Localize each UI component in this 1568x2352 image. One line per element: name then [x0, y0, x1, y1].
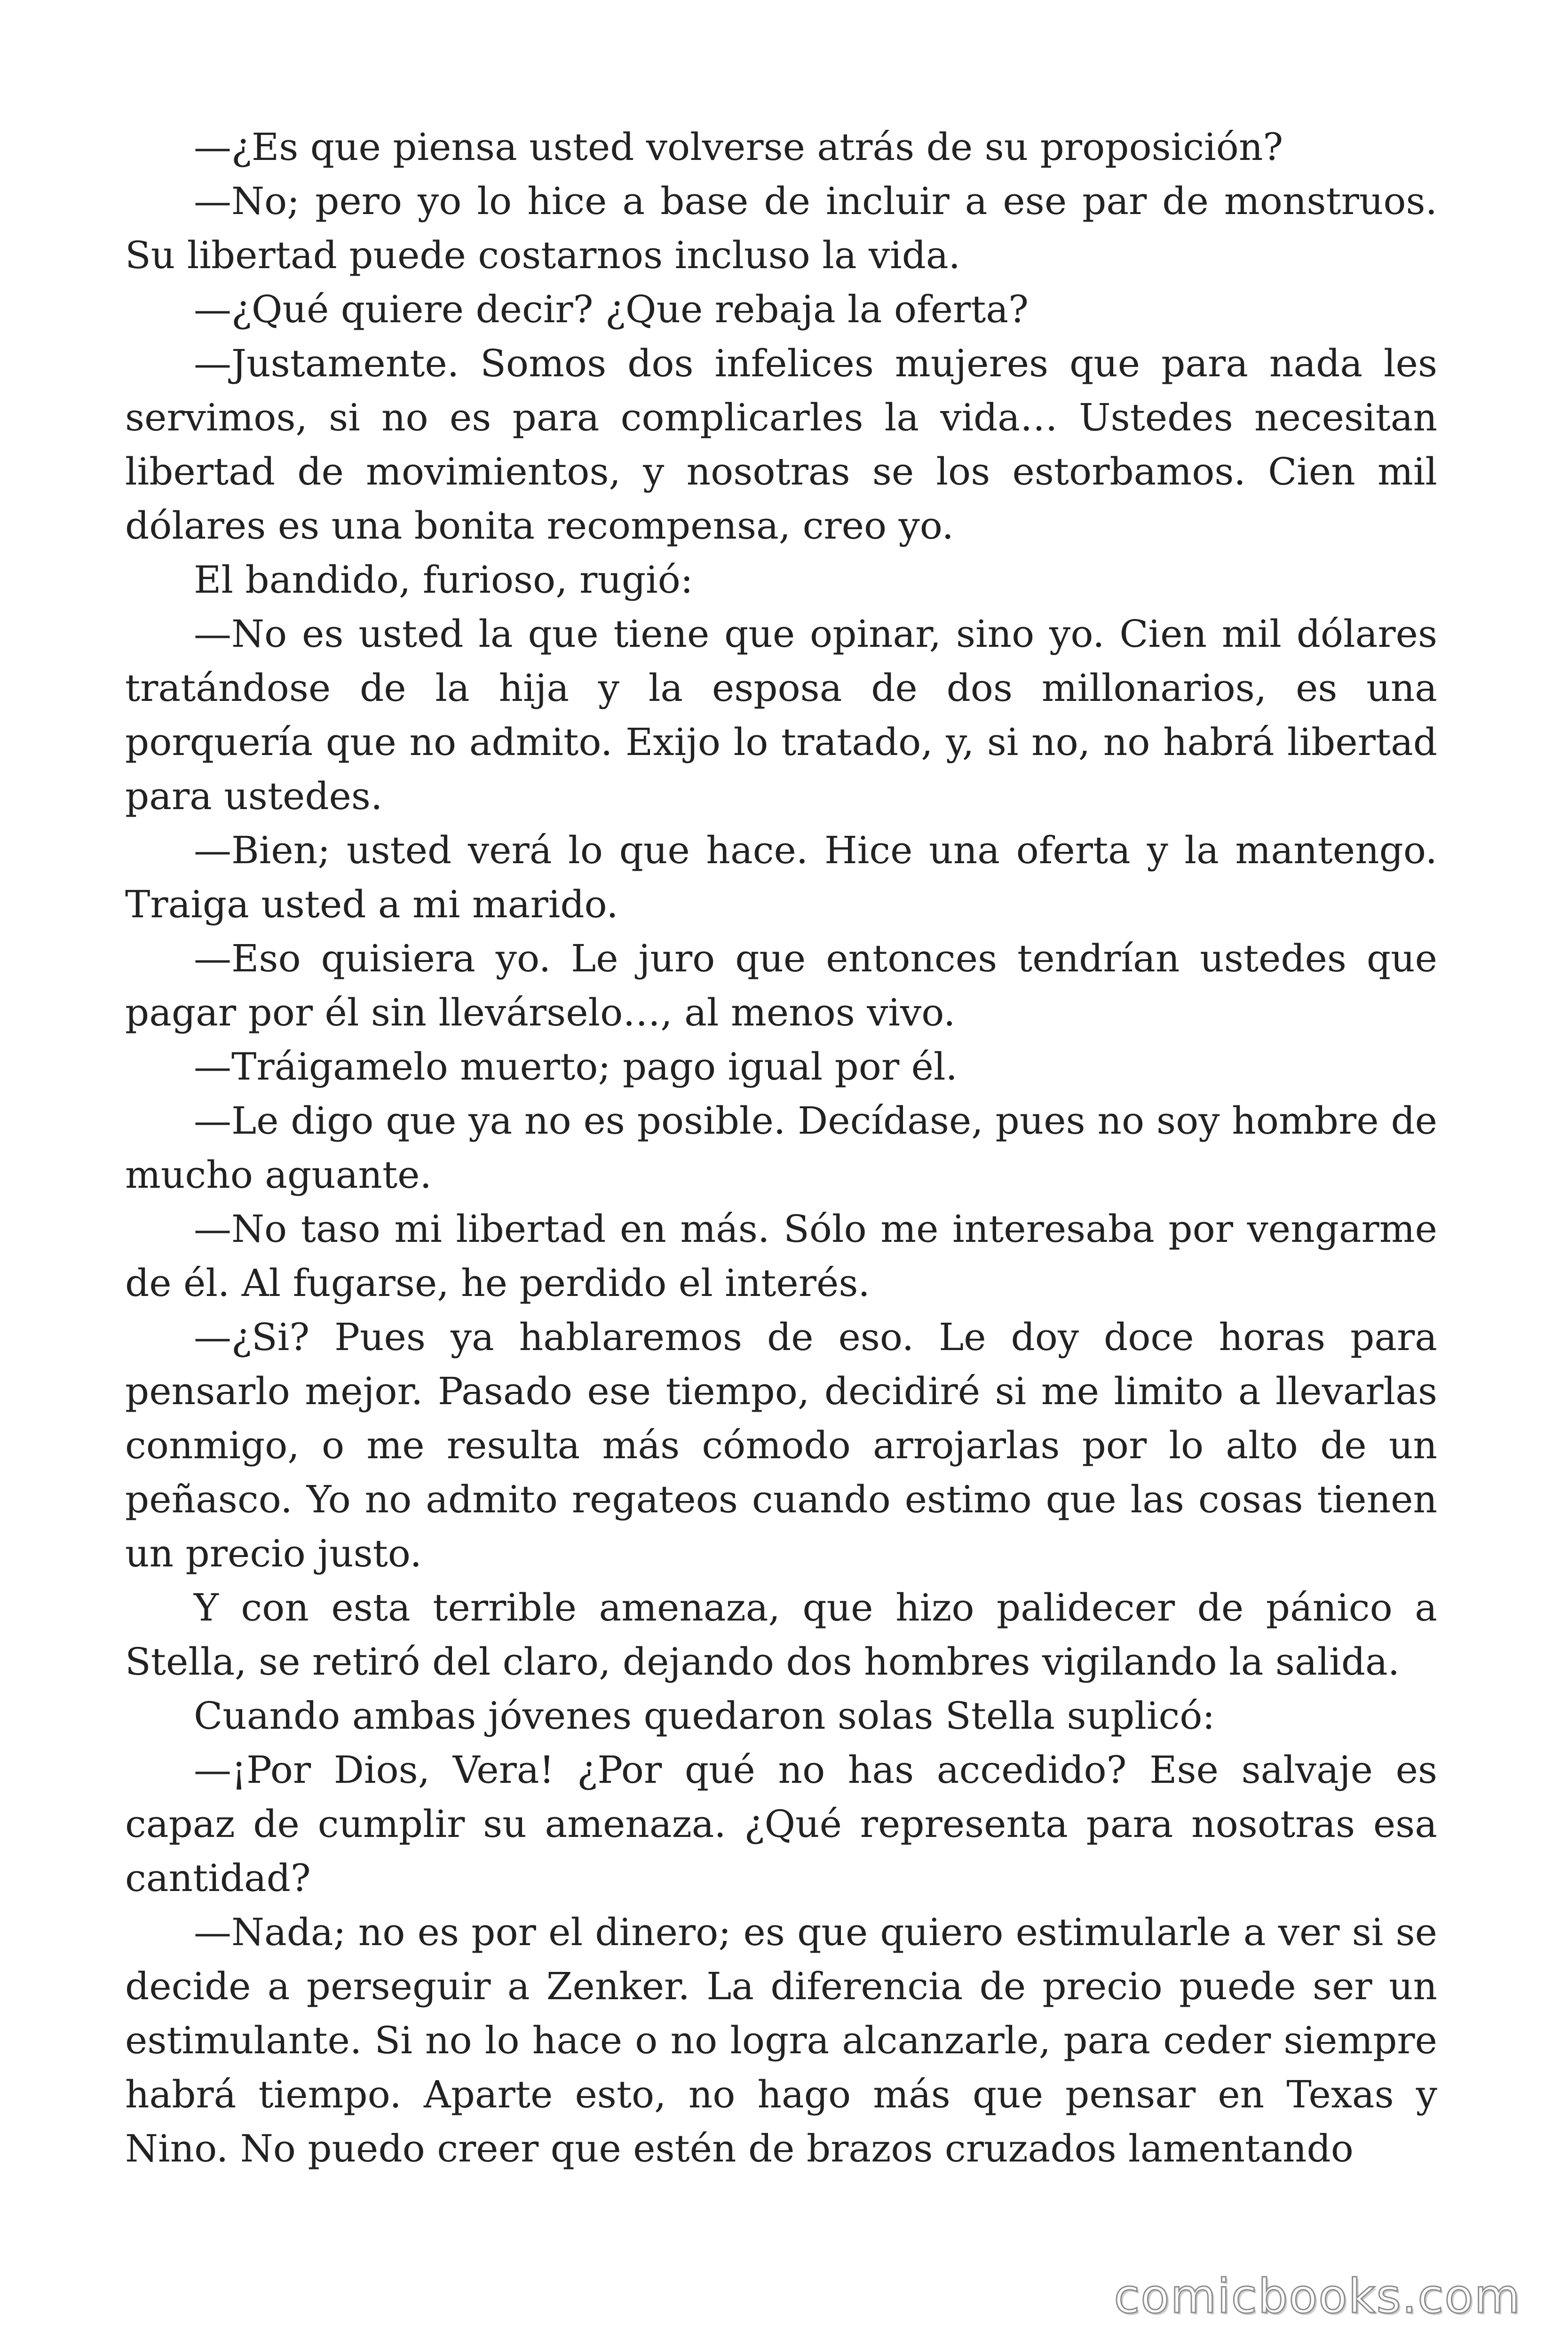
paragraph: —Tráigamelo muerto; pago igual por él. [194, 1045, 958, 1089]
paragraph: El bandido, furioso, rugió: [194, 558, 693, 602]
paragraph: Cuando ambas jóvenes quedaron solas Stella suplicó: [194, 1694, 1215, 1738]
paragraph: —¿Qué quiere decir? ¿Que rebaja la oferta? [194, 287, 1029, 331]
paragraph: —Nada; no es por el dinero; es que quiero estimularle a ver si se decide a perseguir a Zenker. La diferencia de precio puede ser un estimulante. Si no lo hace o no logra alcanzarle, para ceder siempre habrá tiempo. Aparte esto, no hago más que pensar en Texas y Nino. No puedo creer que estén de brazos cruzados lamentando [125, 1910, 1437, 2170]
body-text [125, 120, 1437, 2176]
paragraph: Y con esta terrible amenaza, que hizo palidecer de pánico a Stella, se retiró del claro, dejando dos hombres vigilando la salida. [125, 1586, 1437, 1684]
paragraph: —Le digo que ya no es posible. Decídase, pues no soy hombre de mucho aguante. [125, 1099, 1437, 1197]
paragraph: —¡Por Dios, Vera! ¿Por qué no has accedido? Ese salvaje es capaz de cumplir su amenaza. ¿Qué representa para nosotras esa cantidad? [125, 1748, 1437, 1900]
paragraph: —Bien; usted verá lo que hace. Hice una oferta y la mantengo. Traiga usted a mi marido. [125, 828, 1437, 926]
watermark-logo: comicbooks.com [1114, 2269, 1521, 2324]
paragraph: —No; pero yo lo hice a base de incluir a ese par de monstruos. Su libertad puede costarnos incluso la vida. [125, 179, 1437, 277]
paragraph: —¿Es que piensa usted volverse atrás de su proposición? [194, 125, 1283, 169]
paragraph: —Justamente. Somos dos infelices mujeres que para nada les servimos, si no es para complicarles la vida… Ustedes necesitan libertad de movimientos, y nosotras se los estorbamos. Cien mil dólares es una bonita recompensa, creo yo. [125, 342, 1437, 548]
paragraph: —No es usted la que tiene que opinar, sino yo. Cien mil dólares tratándose de la hija y la esposa de dos millonarios, es una porquería que no admito. Exijo lo tratado, y, si no, no habrá libertad para ustedes. [125, 612, 1437, 818]
paragraph: —Eso quisiera yo. Le juro que entonces tendrían ustedes que pagar por él sin llevárselo…, al menos vivo. [125, 937, 1437, 1034]
paragraph: —No taso mi libertad en más. Sólo me interesaba por vengarme de él. Al fugarse, he perdido el interés. [125, 1207, 1437, 1305]
paragraph: —¿Si? Pues ya hablaremos de eso. Le doy doce horas para pensarlo mejor. Pasado ese tiempo, decidiré si me limito a llevarlas conmigo, o me resulta más cómodo arrojarlas por lo alto de un peñasco. Yo no admito regateos cuando estimo que las cosas tienen un precio justo. [125, 1315, 1437, 1575]
